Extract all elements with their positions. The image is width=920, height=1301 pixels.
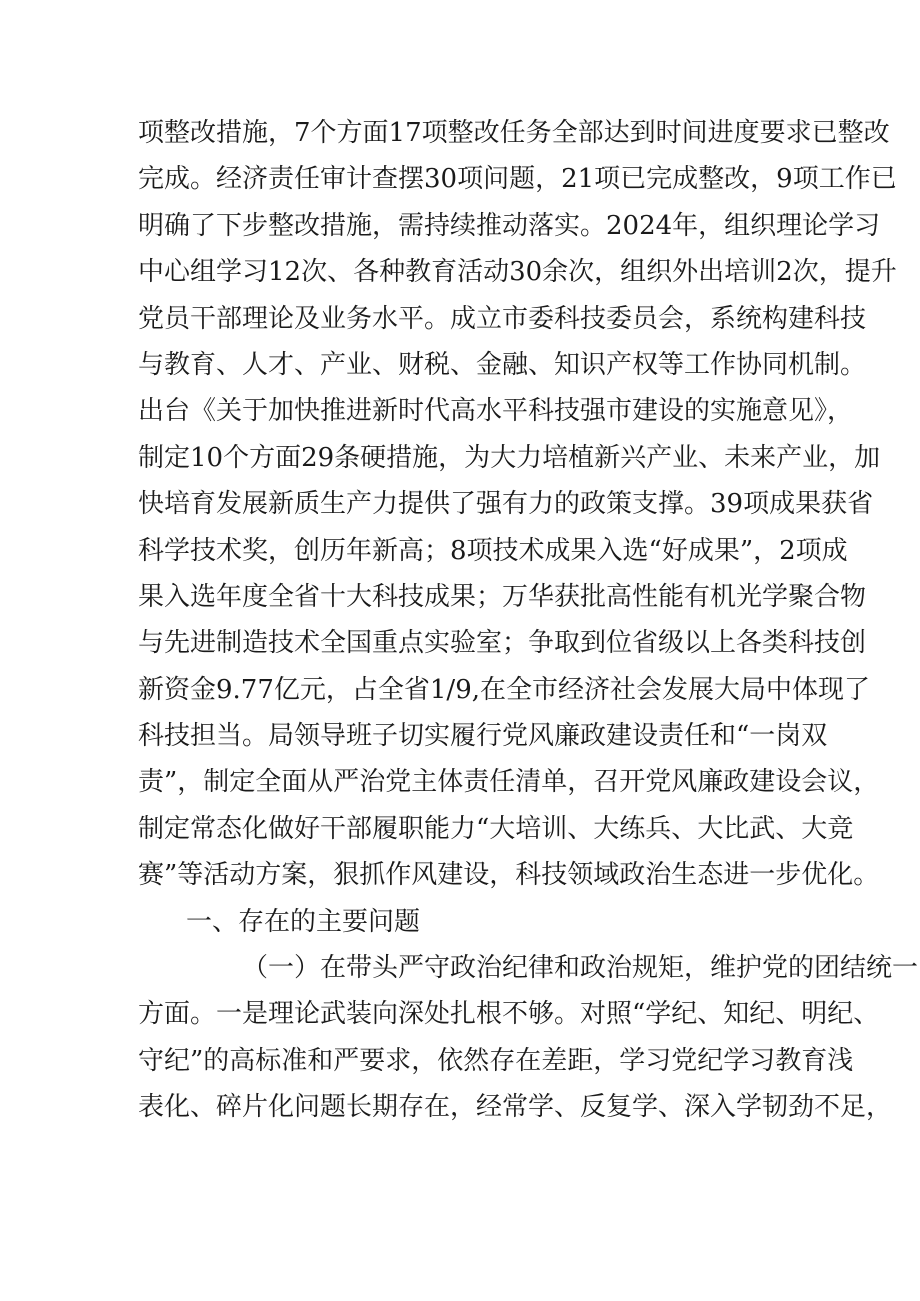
body-line: 出台《关于加快推进新时代高水平科技强市建设的实施意见》， [138,396,854,427]
body-line: 项整改措施，7个方面17项整改任务全部达到时间进度要求已整改 [138,118,890,148]
body-line: 党员干部理论及业务水平。成立市委科技委员会，系统构建科技 [138,303,867,334]
body-line: 守纪”的高标准和严要求，依然存在差距，学习党纪学习教育浅 [138,1045,854,1076]
section-heading: 一、存在的主要问题 [186,906,421,937]
body-line: 赛”等活动方案，狠抓作风建设，科技领域政治生态进一步优化。 [138,860,880,891]
body-line: 科技担当。局领导班子切实履行党风廉政建设责任和“一岗双 [138,721,828,752]
body-line: 中心组学习12次、各种教育活动30余次，组织外出培训2次，提升 [138,257,897,288]
body-line: 与教育、人才、产业、财税、金融、知识产权等工作协同机制。 [138,349,867,380]
body-line: 方面。一是理论武装向深处扎根不够。对照“学纪、知纪、明纪、 [138,999,880,1030]
body-line: 科学技术奖，创历年新高；8项技术成果入选“好成果”，2项成 [138,535,848,566]
body-line: 制定10个方面29条硬措施，为大力培植新兴产业、未来产业，加 [138,442,881,473]
subsection-first-line: （一）在带头严守政治纪律和政治规矩，维护党的团结统一 [242,953,919,984]
body-line: 与先进制造技术全国重点实验室；争取到位省级以上各类科技创 [138,628,867,659]
body-line: 明确了下步整改措施，需持续推动落实。2024年，组织理论学习 [138,210,881,241]
document-body [138,110,919,1131]
body-line: 新资金9.77亿元，占全省1/9,在全市经济社会发展大局中体现了 [138,674,870,705]
body-line: 快培育发展新质生产力提供了强有力的政策支撑。39项成果获省 [138,489,874,520]
body-line: 完成。经济责任审计查摆30项问题，21项已完成整改，9项工作已 [138,164,897,195]
body-line: 责”，制定全面从严治党主体责任清单，召开党风廉政建设会议， [138,767,880,798]
body-line: 制定常态化做好干部履职能力“大培训、大练兵、大比武、大竞 [138,813,854,844]
body-line: 果入选年度全省十大科技成果；万华获批高性能有机光学聚合物 [138,581,867,612]
body-line: 表化、碎片化问题长期存在，经常学、反复学、深入学韧劲不足， [138,1092,893,1123]
